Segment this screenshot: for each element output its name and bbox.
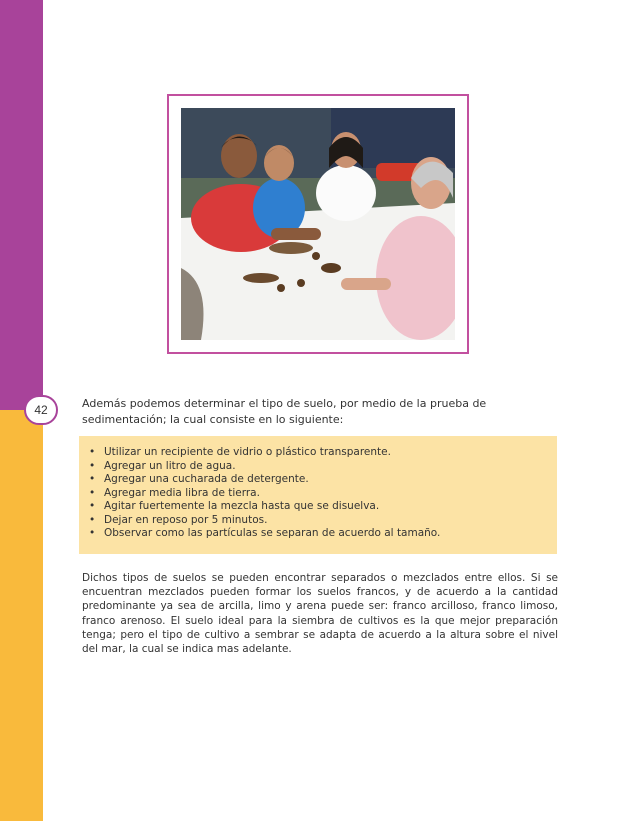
list-item: • Agregar un litro de agua.: [89, 460, 557, 474]
list-item: • Agitar fuertemente la mezcla hasta que se disuelva.: [89, 500, 557, 514]
list-item: • Dejar en reposo por 5 minutos.: [89, 514, 557, 528]
photo-frame: [167, 94, 469, 354]
body-paragraph: Dichos tipos de suelos se pueden encontrar separados o mezclados entre ellos. Si se encuentran mezclados pueden formar los suelos francos, y de acuerdo a la cantidad predominante ya sea de arcilla, limo y arena puede ser: franco arcilloso, franco limoso, franco arenoso. El suelo ideal para la siembra de cultivos es la que mejor preparación tenga; pero el tipo de cultivo a sembrar se adapta de acuerdo a la altura sobre el nivel del mar, la cual se indica mas adelante.: [82, 572, 558, 656]
sidebar-yellow-band: [0, 410, 43, 821]
list-item: • Agregar una cucharada de detergente.: [89, 473, 557, 487]
list-item: • Observar como las partículas se separan de acuerdo al tamaño.: [89, 527, 557, 541]
list-item: • Utilizar un recipiente de vidrio o plástico transparente.: [89, 446, 557, 460]
page-number: 42: [24, 395, 58, 425]
intro-text: Además podemos determinar el tipo de suelo, por medio de la prueba de sedimentación; la cual consiste en lo siguiente:: [82, 397, 487, 426]
steps-box: [79, 436, 557, 554]
sidebar-purple-band: [0, 0, 43, 410]
list-item: • Agregar media libra de tierra.: [89, 487, 557, 501]
steps-list: [79, 436, 557, 541]
classroom-photo: [181, 108, 455, 340]
